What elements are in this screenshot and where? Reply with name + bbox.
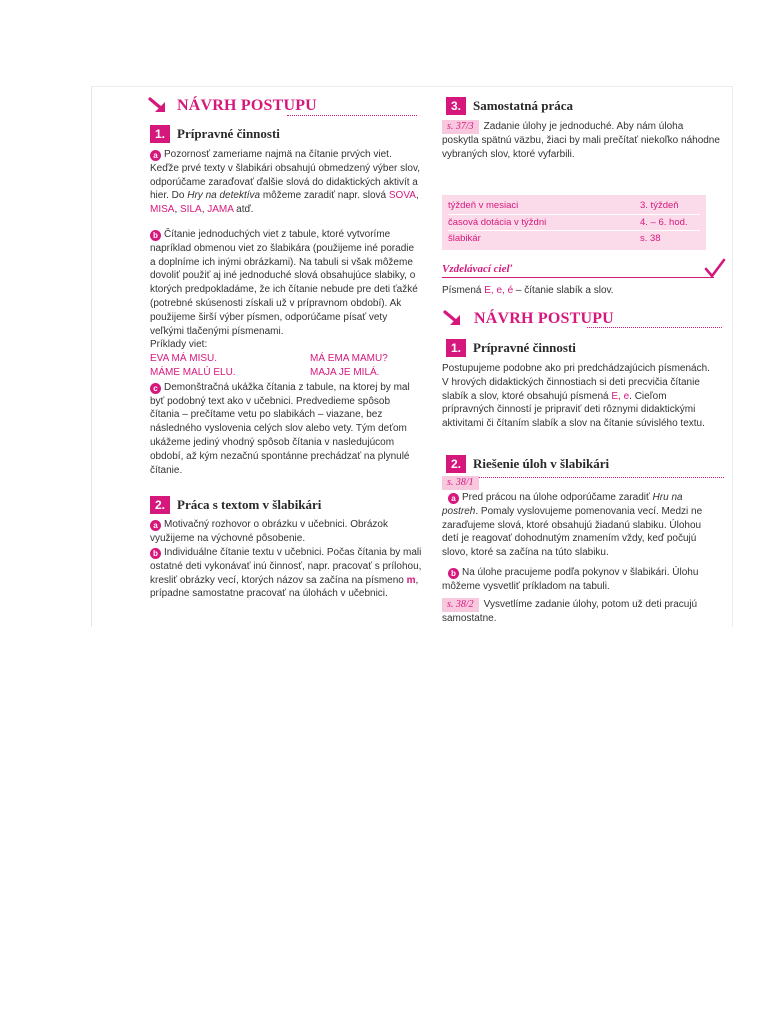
word: JAMA	[207, 204, 234, 216]
bullet-badge: b	[150, 230, 161, 241]
text: Postupujeme podobne ako pri predchádzajúcich písmenách. V hrových didaktických činnostiach si deti precvičia čítanie slabík a slov, ktoré obsahujú písmená	[442, 363, 710, 402]
section-2-title	[446, 455, 609, 473]
arrow-down-right-icon	[442, 308, 464, 330]
example-sentence: MÁME MALÚ ELU.	[150, 366, 236, 378]
checkmark-icon	[704, 257, 726, 279]
text: Vysvetlíme zadanie úlohy, potom už deti pracujú samostatne.	[442, 599, 698, 624]
arrow-down-right-icon	[147, 95, 169, 117]
example-sentence: MAJA JE MILÁ.	[310, 366, 380, 378]
table-row	[448, 231, 700, 247]
page-reference: s. 37/3	[442, 120, 479, 134]
word: SILA	[180, 204, 202, 216]
text: Príklady viet:	[150, 339, 208, 351]
table-key: týždeň v mesiaci	[448, 200, 519, 211]
heading-text: NÁVRH POSTUPU	[177, 97, 317, 114]
procedure-heading	[147, 95, 317, 117]
learning-goal-title: Vzdelávací cieľ	[442, 263, 513, 275]
text: Motivačný rozhovor o obrázku v učebnici. Obrázok využijeme na výchovné pôsobenie.	[150, 519, 388, 544]
example-sentence: MÁ EMA MAMU?	[310, 353, 388, 365]
bullet-badge: a	[448, 493, 459, 504]
paragraph-2a	[150, 518, 422, 546]
text: Písmená	[442, 285, 485, 296]
heading-text: NÁVRH POSTUPU	[474, 310, 614, 327]
paragraph-2b	[150, 546, 422, 601]
paragraph-a: a Pozornosť zameriame najmä na čítanie prvých viet. Keďže prvé texty v šlabikári obsahujú obmedzený výber slov, odporúčame zaraďovať ďalšie slová do didaktických aktivít a hier. Do Hry na detektíva môžeme zaradiť napr. slová SOVA, MISA, SILA, JAMA atď.	[150, 149, 420, 216]
section-number: 1.	[150, 125, 170, 143]
reference-38-1	[442, 476, 718, 490]
text: Individuálne čítanie textu v učebnici. Počas čítania by mali ostatné deti vykonávať inú činnosť, napr. pracovať s prílohou, kresliť obrázky vecí, ktorých názov sa začína na písmeno	[150, 547, 422, 586]
info-table	[442, 195, 706, 250]
paragraph-r2a	[442, 491, 718, 560]
text: , prípadne samostatne pracovať na úlohách v učebnici.	[150, 574, 419, 600]
table-value: s. 38	[640, 233, 661, 244]
text: Zadanie úlohy je jednoduché. Aby nám úloha poskytla spätnú väzbu, žiaci by mali prečítať niekoľko náhodne vybraných slov, ktoré vyfarbili.	[442, 121, 720, 160]
paragraph-b	[150, 228, 422, 477]
letters: E, e	[611, 390, 630, 402]
section-3-title	[446, 97, 573, 115]
word: MISA	[150, 204, 175, 216]
text: môžeme zaradiť napr. slová	[260, 190, 389, 202]
section-number: 2.	[446, 455, 466, 473]
table-value: 3. týždeň	[640, 200, 679, 211]
table-row	[448, 198, 700, 215]
paragraph-r2b	[442, 566, 718, 594]
section-2-title	[150, 496, 321, 514]
table-key: šlabikár	[448, 233, 481, 244]
paragraph-c	[150, 381, 422, 478]
text-italic: Hry na detektíva	[187, 190, 261, 202]
heading-dotted-line	[287, 115, 417, 116]
paragraph-r2c	[442, 598, 718, 626]
section-number: 2.	[150, 496, 170, 514]
word: SOVA	[388, 190, 416, 202]
page-reference: s. 38/2	[442, 598, 479, 612]
text: Čítanie jednoduchých viet z tabule, ktoré vytvoríme napríklad obmenou viet zo šlabikára (použijeme iné poradie a doplníme ich inými obrázkami). Na tabuli si však môžeme dovoliť použiť aj iné jednoduché slová obsahujúce slabiky, o ktorých predpokladáme, že ich čítanie nebude pre deti ťažké (potrebné skúsenosti získali už v prípravnom období). Ak použijeme širší výber písmen, odporúčame písať vety veľkými tlačenými písmenami.	[150, 229, 418, 337]
table-key: časová dotácia v týždni	[448, 216, 547, 228]
text: – čítanie slabík a slov.	[513, 285, 614, 296]
section-title: Riešenie úloh v šlabikári	[473, 456, 610, 471]
text: . Cieľom prípravných činností je pripraviť deti rôznymi didaktickými aktivitami či čítaním slabík a slov na čítanie súvislého textu.	[442, 390, 705, 430]
letters: E, e, é	[484, 285, 514, 296]
text: atď.	[233, 204, 254, 216]
table-value: 4. – 6. hod.	[640, 216, 688, 228]
text: Demonštračná ukážka čítania z tabule, na ktorej by mal byť podobný text ako v učebnici. Predvedieme spôsob čítania – prečítame vetu po slabikách – viazane, bez následného vyslovenia celých slov alebo vety. Tým deťom ukážeme jediný vhodný spôsob čítania v nasledujúcom období, až kým nezačnú spontánne prechádzať na plynulé čítanie.	[150, 381, 410, 476]
example-row	[150, 366, 420, 380]
section-number: 3.	[446, 97, 466, 115]
text-italic: Hru na postreh	[442, 492, 683, 517]
heading-dotted-line	[587, 327, 722, 328]
section-1-title	[150, 125, 280, 143]
bullet-badge: a	[150, 150, 161, 161]
learning-goal-text	[442, 284, 722, 298]
table-row	[448, 215, 700, 232]
page-reference: s. 38/1	[442, 476, 479, 490]
section-number: 1.	[446, 339, 466, 357]
paragraph-r1	[442, 362, 718, 431]
example-row	[150, 352, 420, 366]
section-title: Prípravné činnosti	[473, 340, 576, 355]
section-title: Práca s textom v šlabikári	[177, 497, 322, 512]
example-sentence: EVA MÁ MISU.	[150, 353, 218, 365]
document-page	[91, 86, 733, 627]
bullet-badge: b	[448, 568, 459, 579]
section-title: Prípravné činnosti	[177, 126, 280, 141]
text: . Pomaly vyslovujeme pomenovania vecí. Medzi ne zaraďujeme slová, ktoré obsahujú žiadanú slabiku. Úlohou detí je reagovať dohodnutým znamením vždy, keď počujú slovo, ktoré sa začína na túto slabiku.	[442, 505, 703, 559]
bullet-badge: c	[150, 383, 161, 394]
text: Na úlohe pracujeme podľa pokynov v šlabikári. Úlohu môžeme vysvetliť príkladom na tabuli.	[442, 567, 699, 592]
goal-underline	[442, 277, 714, 278]
text: Pred prácou na úlohe odporúčame zaradiť	[462, 492, 653, 503]
bullet-badge: b	[150, 548, 161, 559]
section-title: Samostatná práca	[473, 98, 574, 113]
paragraph-3	[442, 120, 722, 161]
bullet-badge: a	[150, 520, 161, 531]
letter: m	[406, 574, 416, 586]
text: Pozornosť zameriame najmä na čítanie prvých viet. Keďže prvé texty v šlabikári obsahujú obmedzený výber slov, odporúčame zaraďovať ďalšie slová do didaktických aktivít a hier. Do	[150, 149, 420, 202]
section-1-title	[446, 339, 576, 357]
